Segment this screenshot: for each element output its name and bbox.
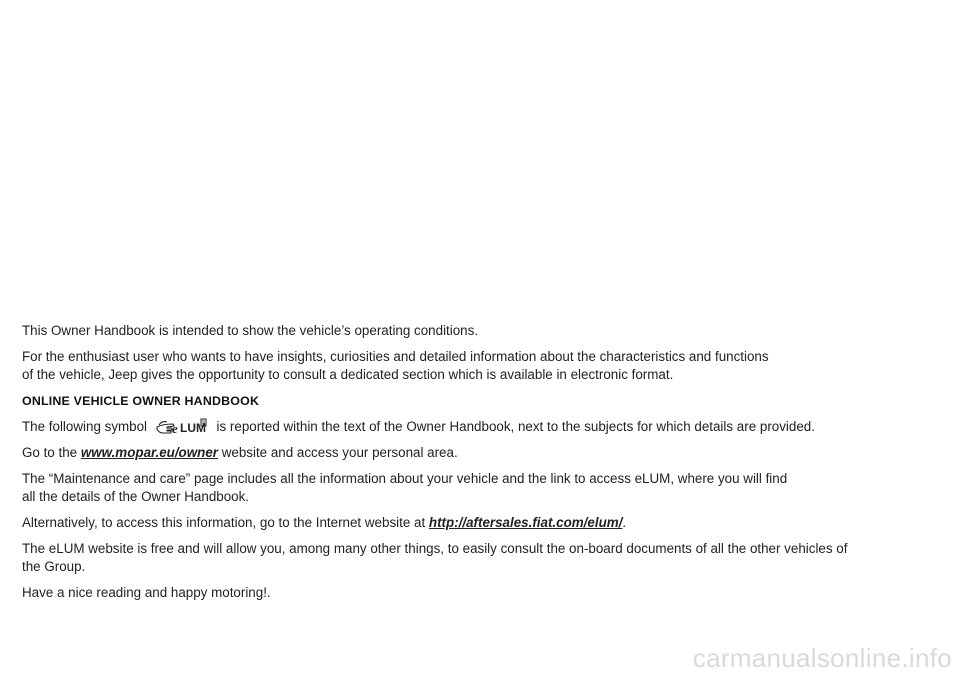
symbol-text-after: is reported within the text of the Owner Handbook, next to the subjects for which details are provided. <box>216 419 815 434</box>
mopar-owner-link[interactable]: www.mopar.eu/owner <box>80 445 218 460</box>
alternative-paragraph <box>22 514 942 532</box>
goto-paragraph <box>22 444 942 462</box>
maintenance-text-line-2: all the details of the Owner Handbook. <box>22 489 250 504</box>
enthusiast-text-line-1: For the enthusiast user who wants to have insights, curiosities and detailed information about the characteristics and functions <box>22 349 769 364</box>
intro-text: This Owner Handbook is intended to show the vehicle’s operating conditions. <box>22 323 479 338</box>
section-heading-text: ONLINE VEHICLE OWNER HANDBOOK <box>22 394 260 408</box>
symbol-text-before: The following symbol <box>22 419 148 434</box>
section-heading <box>22 392 942 410</box>
intro-paragraph <box>22 322 942 340</box>
symbol-paragraph <box>22 417 942 436</box>
goto-text-after: website and access your personal area. <box>221 445 458 460</box>
watermark-text: carmanualsonline.info <box>692 643 952 673</box>
closing-paragraph <box>22 584 942 602</box>
goto-text-before: Go to the <box>22 445 78 460</box>
elum-text-line-1: The eLUM website is free and will allow you, among many other things, to easily consult the on-board documents of all the other vehicles of <box>22 541 848 556</box>
enthusiast-paragraph <box>22 348 942 384</box>
alternative-text-after: . <box>622 515 627 530</box>
svg-text:LUM: LUM <box>179 421 206 435</box>
elum-hand-icon <box>155 417 207 435</box>
maintenance-text-line-1: The “Maintenance and care” page includes all the information about your vehicle and the link to access eLUM, where you will find <box>22 471 788 486</box>
alternative-text-before: Alternatively, to access this information, go to the Internet website at <box>22 515 426 530</box>
handbook-text-block <box>22 322 942 610</box>
maintenance-paragraph <box>22 470 942 506</box>
aftersales-elum-link[interactable]: http://aftersales.fiat.com/elum/ <box>428 515 623 530</box>
closing-text: Have a nice reading and happy motoring!. <box>22 585 271 600</box>
enthusiast-text-line-2: of the vehicle, Jeep gives the opportunity to consult a dedicated section which is available in electronic format. <box>22 367 674 382</box>
elum-website-paragraph <box>22 540 942 576</box>
elum-text-line-2: the Group. <box>22 559 86 574</box>
svg-text:e: e <box>171 421 178 435</box>
